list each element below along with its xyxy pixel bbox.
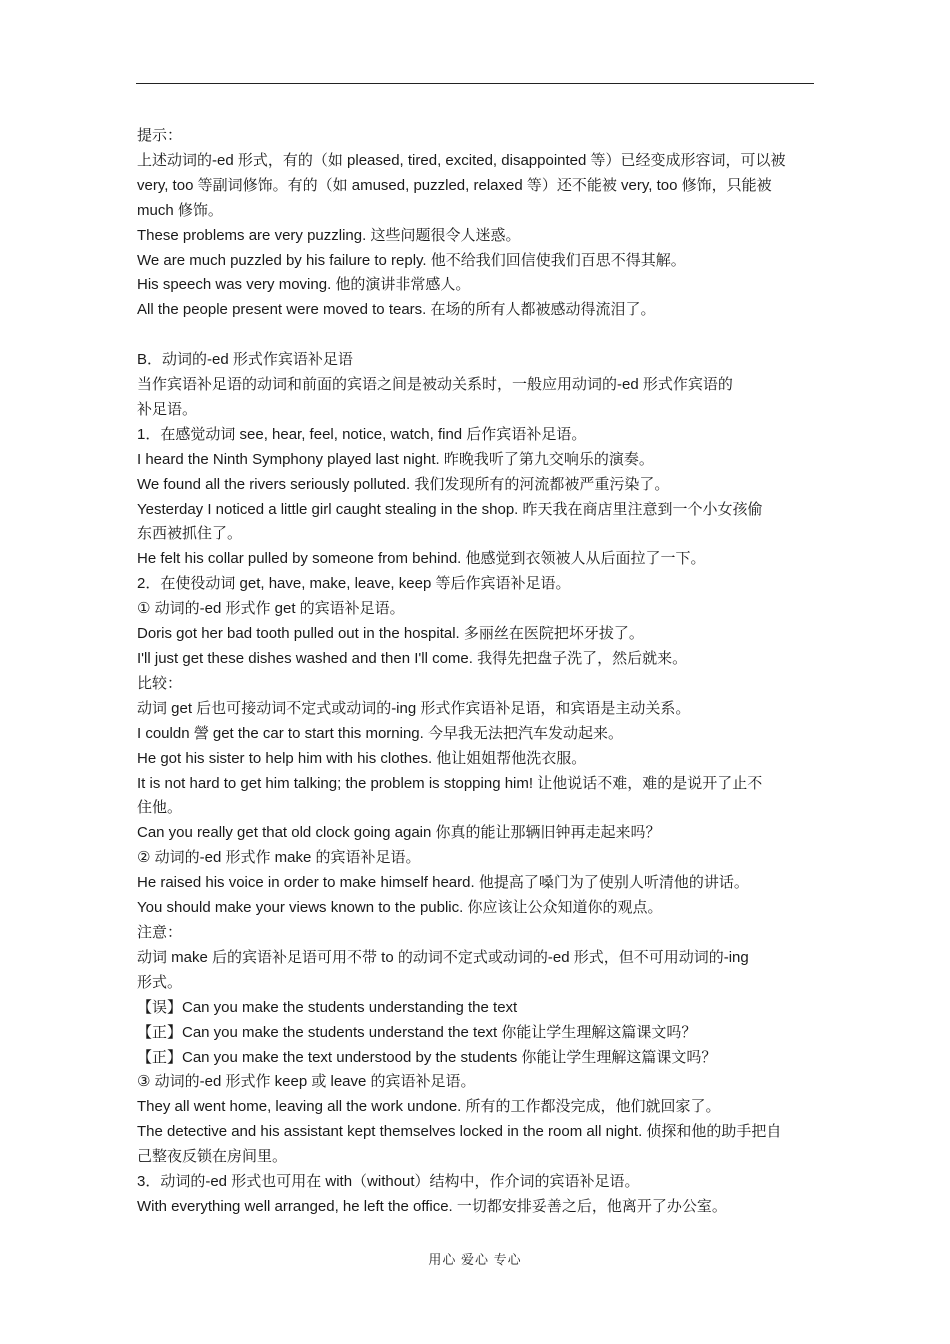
document-body (137, 124, 815, 1220)
text-line: 东西被抓住了。 (137, 525, 243, 543)
text-line: 【正】Can you make the students understand the text 你能让学生理解这篇课文吗？ (137, 1023, 697, 1041)
text-line: With everything well arranged, he left the office. 一切都安排妥善之后，他离开了办公室。 (137, 1197, 727, 1215)
text-line: 上述动词的-ed 形式，有的（如 pleased, tired, excited, disappointed 等）已经变成形容词，可以被 (137, 151, 786, 169)
text-line: He felt his collar pulled by someone from behind. 他感觉到衣领被人从后面拉了一下。 (137, 550, 706, 568)
text-line: very, too 等副词修饰。有的（如 amused, puzzled, relaxed 等）还不能被 very, too 修饰，只能被 (137, 176, 772, 194)
text-line: I heard the Ninth Symphony played last night. 昨晚我听了第九交响乐的演奏。 (137, 450, 654, 468)
text-line: He got his sister to help him with his clothes. 他让姐姐帮他洗衣服。 (137, 749, 587, 767)
text-line: ③ 动词的-ed 形式作 keep 或 leave 的宾语补足语。 (137, 1073, 476, 1091)
text-line: B．动词的-ed 形式作宾语补足语 (137, 351, 353, 369)
text-line: They all went home, leaving all the work undone. 所有的工作都没完成，他们就回家了。 (137, 1098, 721, 1116)
text-line: 【误】Can you make the students understanding the text (137, 998, 518, 1016)
blank-line (137, 323, 815, 348)
text-line: 2．在使役动词 get, have, make, leave, keep 等后作宾语补足语。 (137, 575, 571, 593)
text-line: 注意： (137, 923, 183, 941)
text-line: I couldn 謍 get the car to start this morning. 今早我无法把汽车发动起来。 (137, 724, 623, 742)
text-line: 动词 make 后的宾语补足语可用不带 to 的动词不定式或动词的-ed 形式，但不可用动词的-ing (137, 948, 749, 966)
text-line: 动词 get 后也可接动词不定式或动词的-ing 形式作宾语补足语，和宾语是主动关系。 (137, 699, 691, 717)
text-line: 【正】Can you make the text understood by the students 你能让学生理解这篇课文吗？ (137, 1048, 717, 1066)
page-footer: 用心 爱心 专心 (428, 1252, 522, 1267)
text-line: It is not hard to get him talking; the problem is stopping him! 让他说话不难，难的是说开了止不 (137, 774, 763, 792)
text-line: 住他。 (137, 799, 183, 817)
text-line: We are much puzzled by his failure to reply. 他不给我们回信使我们百思不得其解。 (137, 251, 686, 269)
text-line: We found all the rivers seriously polluted. 我们发现所有的河流都被严重污染了。 (137, 475, 670, 493)
text-line: These problems are very puzzling. 这些问题很令人迷惑。 (137, 226, 521, 244)
text-line: 形式。 (137, 973, 183, 991)
text-line: 3．动词的-ed 形式也可用在 with（without）结构中，作介词的宾语补足语。 (137, 1173, 640, 1191)
text-line: His speech was very moving. 他的演讲非常感人。 (137, 276, 471, 294)
text-line: ① 动词的-ed 形式作 get 的宾语补足语。 (137, 600, 405, 618)
text-line: All the people present were moved to tears. 在场的所有人都被感动得流泪了。 (137, 301, 656, 319)
text-line: 1．在感觉动词 see, hear, feel, notice, watch, find 后作宾语补足语。 (137, 425, 587, 443)
text-line: The detective and his assistant kept themselves locked in the room all night. 侦探和他的助手把自 (137, 1123, 782, 1141)
text-line: 比较： (137, 674, 183, 692)
text-line: 当作宾语补足语的动词和前面的宾语之间是被动关系时，一般应用动词的-ed 形式作宾语的 (137, 376, 733, 394)
text-line: You should make your views known to the public. 你应该让公众知道你的观点。 (137, 899, 663, 917)
text-line: He raised his voice in order to make himself heard. 他提高了嗓门为了使别人听清他的讲话。 (137, 874, 749, 892)
text-line: 己整夜反锁在房间里。 (137, 1148, 288, 1166)
text-line: 提示： (137, 127, 183, 144)
text-line: I'll just get these dishes washed and then I'll come. 我得先把盘子洗了，然后就来。 (137, 650, 688, 668)
text-line: much 修饰。 (137, 201, 223, 219)
text-line: ② 动词的-ed 形式作 make 的宾语补足语。 (137, 849, 421, 867)
text-line: Can you really get that old clock going again 你真的能让那辆旧钟再走起来吗？ (137, 824, 661, 842)
text-line: 补足语。 (137, 400, 198, 418)
text-line: Doris got her bad tooth pulled out in the hospital. 多丽丝在医院把坏牙拔了。 (137, 625, 644, 643)
header-rule (136, 83, 814, 84)
text-line: Yesterday I noticed a little girl caught stealing in the shop. 昨天我在商店里注意到一个小女孩偷 (137, 500, 763, 518)
